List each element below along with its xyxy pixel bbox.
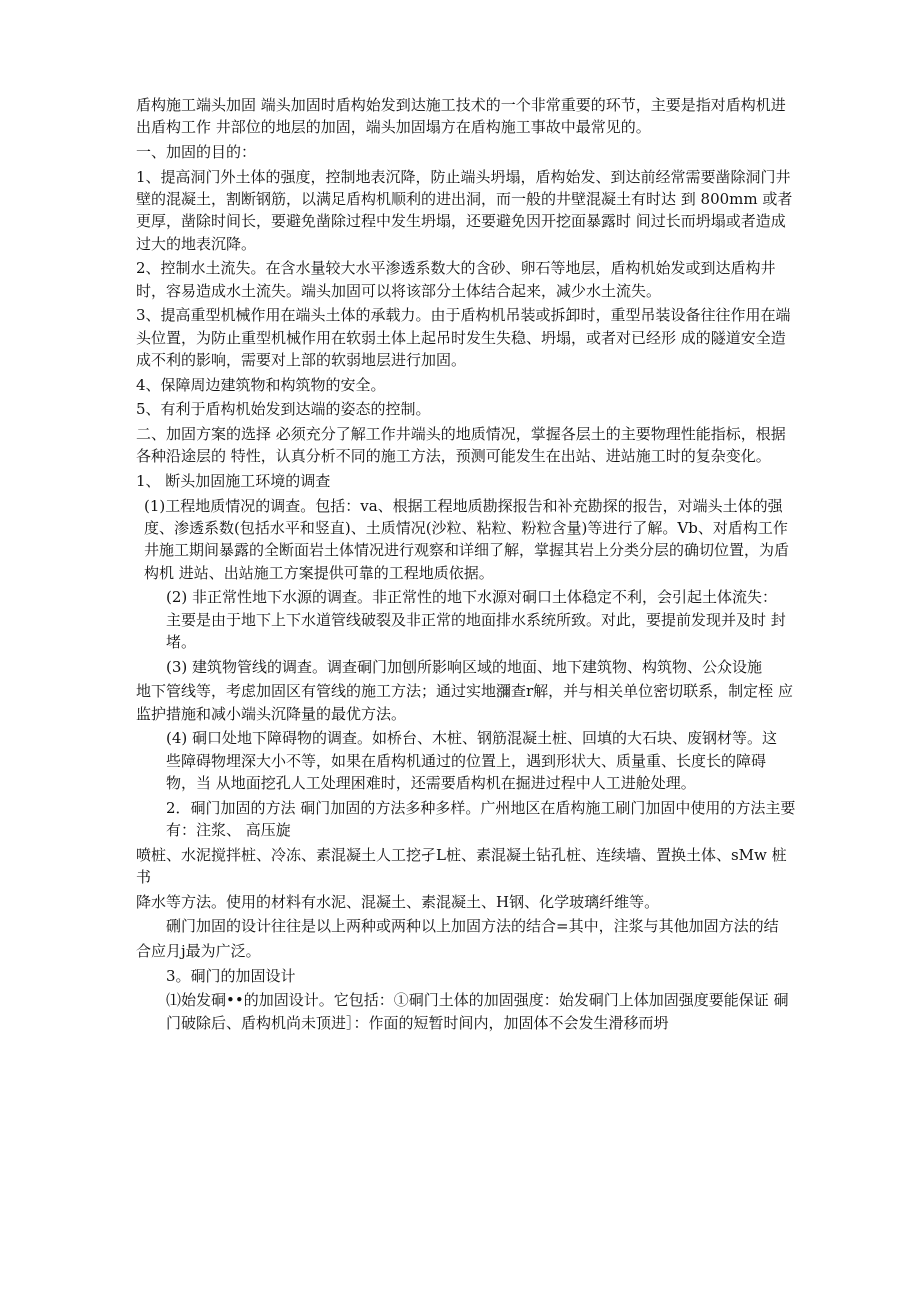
paragraph: 硎门加固的设计往往是以上两种或两种以上加固方法的结合=其中，注浆与其他加固方法的结 bbox=[166, 917, 779, 936]
paragraph: 1、提高洞门外土体的强度，控制地表沉降，防止端头坍塌，盾构始发、到达前经常需要凿除洞门井壁的混凝土，割断钢筋，以满足盾构机顺利的进出洞，而一般的井壁混凝土有时达 到 800mm 或者更厚，凿除时间长，要避免凿除过程中发生坍塌，还要避免因开挖面暴露时 间过长而坍塌或者造成过大的地表沉降。 bbox=[136, 167, 793, 253]
paragraph: 地下管线等，考虑加固区有管线的施工方法；通过实地瀰查r解，并与相关单位密切联系，制定桎 应监护措施和减小端头沉降量的最优方法。 bbox=[136, 682, 793, 723]
paragraph: 3、提高重型机械作用在端头土体的承载力。由于盾构机吊装或拆卸时，重型吊装设备往往作用在端头位置，为防止重型机械作用在软弱土体上起吊时发生失稳、坍塌，或者对已经形 成的隧道安全造成不利的影响，需要对上部的软弱地层进行加固。 bbox=[136, 306, 791, 370]
section-heading: 一、加固的目的： bbox=[136, 143, 257, 161]
document-body bbox=[136, 94, 796, 1036]
paragraph: 合应月j最为广泛。 bbox=[136, 942, 261, 960]
paragraph: 盾构施工端头加固 端头加固时盾构始发到达施工技术的一个非常重要的环节，主要是指对盾构机进出盾构工作 井部位的地层的加固，端头加固塌方在盾构施工事故中最常见的。 bbox=[136, 96, 786, 137]
paragraph: (2) 非正常性地下水源的调查。非正常性的地下水源对硐口土体稳定不利，会引起土体流失： 主要是由于地下上下水道管线破裂及非正常的地面排水系统所致。对此，要提前发现并及时 封堵。 bbox=[166, 588, 786, 652]
paragraph: 2、控制水土流失。在含水量较大水平渗透系数大的含砂、卵石等地层，盾构机始发或到达盾构井时，容易造成水土流失。端头加固可以将该部分土体结合起来，减少水土流失。 bbox=[136, 259, 776, 300]
paragraph: 5、有利于盾构机始发到达端的姿态的控制。 bbox=[136, 400, 431, 419]
paragraph: ⑴始发硐••的加固设计。它包括：①硐门土体的加固强度：始发硐门上体加固强度要能保证 硐门破除后、盾构机尚未顶进］：作面的短暂时间内，加固体不会发生滑移而坍 bbox=[166, 991, 789, 1032]
subsection-heading: 3。硐门的加固设计 bbox=[166, 966, 296, 985]
paragraph: 2．硐门加固的方法 硐门加固的方法多种多样。广州地区在盾构施工刷门加固中使用的方法主要有：注浆、 高压旋 bbox=[166, 798, 796, 840]
paragraph: (3) 建筑物管线的调查。调查硐门加刨所影响区域的地面、地下建筑物、构筑物、公众设施 bbox=[166, 657, 763, 676]
subsection-heading: 1、 断头加固施工环境的调查 bbox=[136, 472, 331, 490]
paragraph: 降水等方法。使用的材料有水泥、混凝土、素混凝土、H钢、化学玻璃纤维等。 bbox=[136, 892, 660, 911]
paragraph: 喷桩、水泥搅拌桩、冷冻、素混凝土人工挖孑L桩、素混凝土钻孔桩、连续墙、置换土体、sMw 桩书 bbox=[136, 845, 787, 887]
paragraph: (1)工程地质情况的调查。包括：va、根据工程地质勘探报告和补充勘探的报告，对端头土体的强度、渗透系数(包括水平和竖直)、土质情况(沙粒、粘粒、粉粒含量)等进行了解。Vb、对盾构工作井施工期间暴露的全断面岩土体情况进行观察和详细了解，掌握其岩上分类分层的确切位置，为盾构机 进站、出站施工方案提供可靠的工程地质依据。 bbox=[144, 496, 790, 582]
paragraph: 4、保障周边建筑物和构筑物的安全。 bbox=[136, 375, 386, 394]
section-heading: 二、加固方案的选择 必须充分了解工作井端头的地质情况，掌握各层土的主要物理性能指标，根据各种沿途层的 特性，认真分析不同的施工方法，预测可能发生在出站、进站施工时的复杂变化。 bbox=[136, 425, 786, 466]
paragraph: (4) 硐口处地下障碍物的调查。如桥台、木桩、钢筋混凝土桩、回填的大石块、废钢材等。这 些障碍物埋深大小不等，如果在盾构机通过的位置上，遇到形状大、质量重、长度长的障碍 物，当 从地面挖孔人工处理困难时，还需要盾构机在掘进过程中人工进舱处理。 bbox=[166, 729, 778, 793]
